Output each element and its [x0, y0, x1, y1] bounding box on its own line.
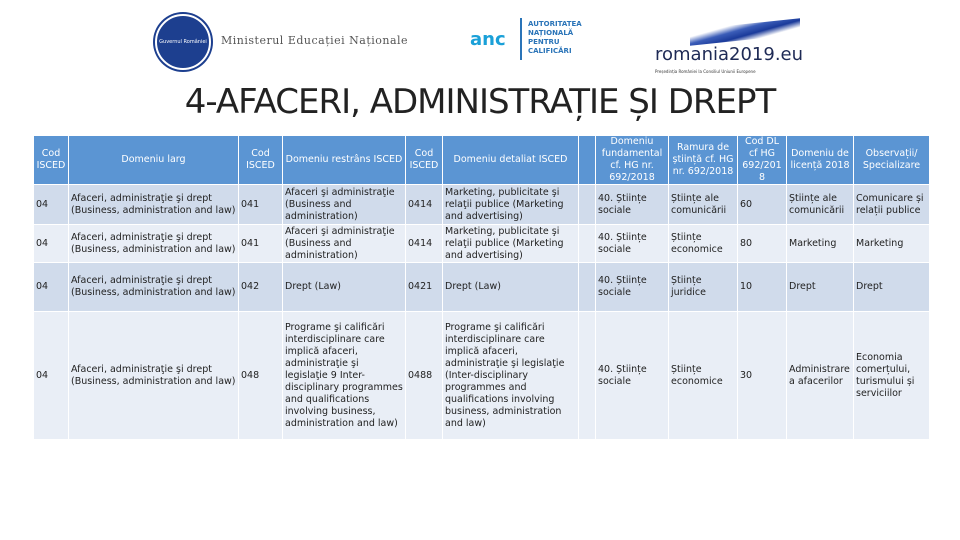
table-row — [34, 225, 930, 263]
anc-divider — [520, 18, 522, 60]
table-cell: Afaceri, administraţie şi drept (Business, administration and law) — [69, 225, 239, 263]
logo-bar — [0, 0, 960, 80]
table-cell: Marketing — [854, 225, 930, 263]
table-row — [34, 185, 930, 225]
table-cell: Afaceri şi administraţie (Business and administration) — [283, 225, 406, 263]
table-cell: Drept — [787, 263, 854, 312]
column-header: Domeniu detaliat ISCED — [443, 136, 579, 185]
column-header: Domeniu restrâns ISCED — [283, 136, 406, 185]
table-cell: Științe ale comunicării — [669, 185, 738, 225]
table-cell — [579, 263, 596, 312]
romania2019-logo: romania2019.eu — [655, 44, 804, 65]
table-cell: 04 — [34, 263, 69, 312]
table-cell: Programe şi calificări interdisciplinare care implică afaceri, administraţie şi legislaţie (Inter-disciplinary programmes and qualifications involving business, administration and law) — [443, 312, 579, 440]
column-header: Observații/ Specializare — [854, 136, 930, 185]
table-cell: Științe economice — [669, 225, 738, 263]
table-cell: Drept (Law) — [283, 263, 406, 312]
table-cell — [579, 185, 596, 225]
column-header: Ramura de știință cf. HG nr. 692/2018 — [669, 136, 738, 185]
table-cell: 0421 — [406, 263, 443, 312]
column-header: Domeniu larg — [69, 136, 239, 185]
table-cell — [579, 225, 596, 263]
table-header-row — [34, 136, 930, 185]
page-title: 4-AFACERI, ADMINISTRAȚIE ȘI DREPT — [184, 82, 776, 122]
table-cell: Afaceri, administraţie şi drept (Business, administration and law) — [69, 263, 239, 312]
table-cell: 40. Științe sociale — [596, 312, 669, 440]
table-cell: Administrarea afacerilor — [787, 312, 854, 440]
table-cell: Științe economice — [669, 312, 738, 440]
column-header — [579, 136, 596, 185]
anc-logo-text: AUTORITATEA NAȚIONALĂ PENTRU CALIFICĂRI — [528, 20, 582, 55]
table-row — [34, 312, 930, 440]
table-cell: Drept (Law) — [443, 263, 579, 312]
table-cell: Drept — [854, 263, 930, 312]
table-cell: 0488 — [406, 312, 443, 440]
table-cell: 0414 — [406, 185, 443, 225]
romania2019-subtitle: Președinția României la Consiliul Uniunii Europene — [655, 69, 756, 74]
table-cell: 10 — [738, 263, 787, 312]
table-cell: Programe şi calificări interdisciplinare care implică afaceri, administraţie şi legislaţie 9 Inter-disciplinary programmes and qualifications involving business, administration and law) — [283, 312, 406, 440]
table-cell: Marketing, publicitate şi relaţii publice (Marketing and advertising) — [443, 225, 579, 263]
table-cell: 40. Științe sociale — [596, 225, 669, 263]
column-header: Domeniu fundamental cf. HG nr. 692/2018 — [596, 136, 669, 185]
table-cell: Marketing — [787, 225, 854, 263]
anc-mark: anc — [470, 29, 506, 50]
table-row — [34, 263, 930, 312]
table-cell: 80 — [738, 225, 787, 263]
anc-logo — [470, 30, 506, 50]
table-cell: 041 — [239, 225, 283, 263]
table-cell: Economia comerțului, turismului și serviciilor — [854, 312, 930, 440]
isced-table — [33, 135, 930, 440]
table-cell: Științe juridice — [669, 263, 738, 312]
table-cell: Afaceri şi administraţie (Business and administration) — [283, 185, 406, 225]
government-seal-logo — [155, 14, 211, 70]
table-cell: Științe ale comunicării — [787, 185, 854, 225]
table-cell: 048 — [239, 312, 283, 440]
table-cell: 04 — [34, 185, 69, 225]
eu-flag-ribbon-icon — [690, 18, 800, 46]
table-cell: Afaceri, administraţie şi drept (Business, administration and law) — [69, 185, 239, 225]
table-cell — [579, 312, 596, 440]
table-cell: Comunicare și relații publice — [854, 185, 930, 225]
table-cell: 40. Științe sociale — [596, 263, 669, 312]
column-header: Cod ISCED — [239, 136, 283, 185]
ministry-logo-text: Ministerul Educației Naționale — [221, 34, 409, 47]
seal-text: Guvernul României — [159, 39, 207, 45]
table-cell: 042 — [239, 263, 283, 312]
table-cell: 04 — [34, 225, 69, 263]
column-header: Cod ISCED — [406, 136, 443, 185]
table-cell: 30 — [738, 312, 787, 440]
table-cell: 40. Științe sociale — [596, 185, 669, 225]
table-cell: Afaceri, administraţie şi drept (Business, administration and law) — [69, 312, 239, 440]
table-cell: 041 — [239, 185, 283, 225]
column-header: Cod ISCED — [34, 136, 69, 185]
table-cell: Marketing, publicitate şi relaţii publice (Marketing and advertising) — [443, 185, 579, 225]
table-cell: 0414 — [406, 225, 443, 263]
column-header: Cod DL cf HG 692/2018 — [738, 136, 787, 185]
table-cell: 60 — [738, 185, 787, 225]
column-header: Domeniu de licență 2018 — [787, 136, 854, 185]
table-cell: 04 — [34, 312, 69, 440]
